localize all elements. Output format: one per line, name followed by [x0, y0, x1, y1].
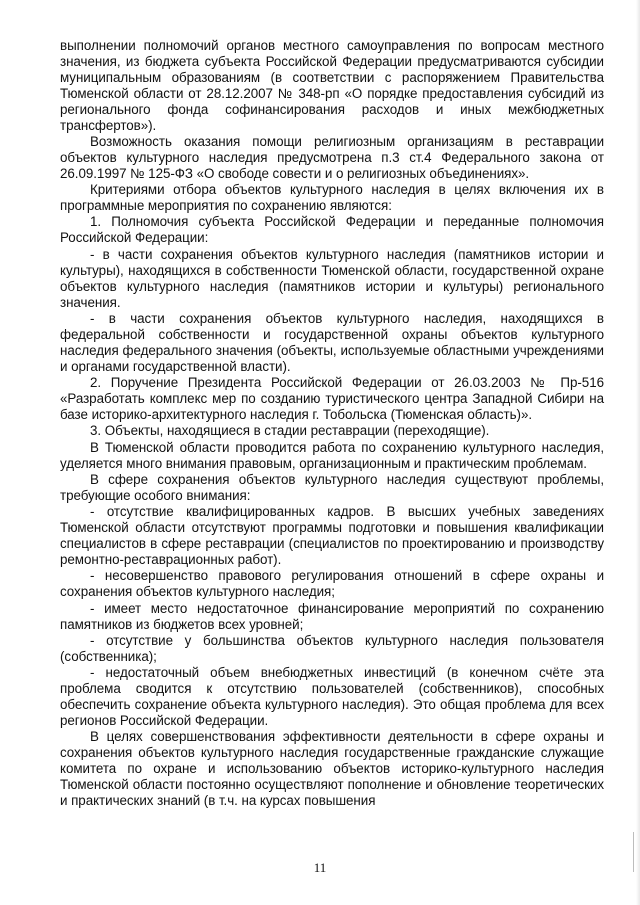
paragraph-5: - в части сохранения объектов культурного наследия (памятников истории и культуры), находящихся в собственности Тюменской области, государственной охране объектов культурного наследия (памятников истории и культуры) регионального значения. — [60, 246, 604, 310]
paragraph-15: - недостаточный объем внебюджетных инвестиций (в конечном счёте эта проблема сводится к отсутствию пользователей (собственников), способных обеспечить сохранение объекта культурного наследия). Это общая проблема для всех регионов Российской Федерации. — [60, 665, 604, 729]
paragraph-13: - имеет место недостаточное финансирование мероприятий по сохранению памятников из бюджетов всех уровней; — [60, 600, 604, 632]
paragraph-3: Критериями отбора объектов культурного наследия в целях включения их в программные мероприятия по сохранению являются: — [60, 182, 604, 214]
scan-edge-shadow — [636, 0, 640, 905]
paragraph-1: выполнении полномочий органов местного самоуправления по вопросам местного значения, из бюджета субъекта Российской Федерации предусматриваются субсидии муниципальным образованиям (в соответствии с распоряжением Правительства Тюменской области от 28.12.2007 № 348-рп «О порядке предоставления субсидий из регионального фонда софинансирования расходов и иных межбюджетных трансфертов»). — [60, 38, 604, 133]
paragraph-2: Возможность оказания помощи религиозным организациям в реставрации объектов культурного наследия предусмотрена п.3 ст.4 Федерального закона от 26.09.1997 № 125-ФЗ «О свободе совести и о религиозных объединениях». — [60, 133, 604, 181]
page-number: 11 — [313, 860, 327, 875]
paragraph-7: 2. Поручение Президента Российской Федерации от 26.03.2003 № Пр-516 «Разработать комплекс мер по созданию туристического центра Западной Сибири на базе историко-архитектурного наследия г. Тобольска (Тюменская область)». — [60, 375, 604, 422]
paragraph-14: - отсутствие у большинства объектов культурного наследия пользователя (собственника); — [60, 633, 604, 664]
paragraph-12: - несовершенство правового регулирования отношений в сфере охраны и сохранения объектов культурного наследия; — [60, 568, 604, 600]
paragraph-8: 3. Объекты, находящиеся в стадии реставрации (переходящие). — [90, 423, 490, 439]
scan-mark — [633, 832, 634, 872]
paragraph-16: В целях совершенствования эффективности деятельности в сфере охраны и сохранения объектов культурного наследия государственные гражданские служащие комитета по охране и использованию объектов историко-культурного наследия Тюменской области постоянно осуществляют пополнение и обновление теоретических и практических знаний (в т.ч. на курсах повышения — [60, 729, 604, 809]
paragraph-9: В Тюменской области проводится работа по сохранению культурного наследия, уделяется много внимания правовым, организационным и практическим проблемам. — [60, 439, 604, 471]
paragraph-10: В сфере сохранения объектов культурного наследия существуют проблемы, требующие особого внимания: — [60, 471, 604, 503]
paragraph-4: 1. Полномочия субъекта Российской Федерации и переданные полномочия Российской Федерации: — [60, 214, 604, 246]
paragraph-6: - в части сохранения объектов культурного наследия, находящихся в федеральной собственности и государственной охраны объектов культурного наследия федерального значения (объекты, используемые областными учреждениями и органами государственной власти). — [60, 310, 604, 374]
document-page — [60, 38, 604, 810]
paragraph-11: - отсутствие квалифицированных кадров. В высших учебных заведениях Тюменской области отсутствуют программы подготовки и повышения квалификации специалистов в сфере реставрации (специалистов по проектированию и производству ремонтно-реставрационных работ). — [60, 504, 604, 567]
